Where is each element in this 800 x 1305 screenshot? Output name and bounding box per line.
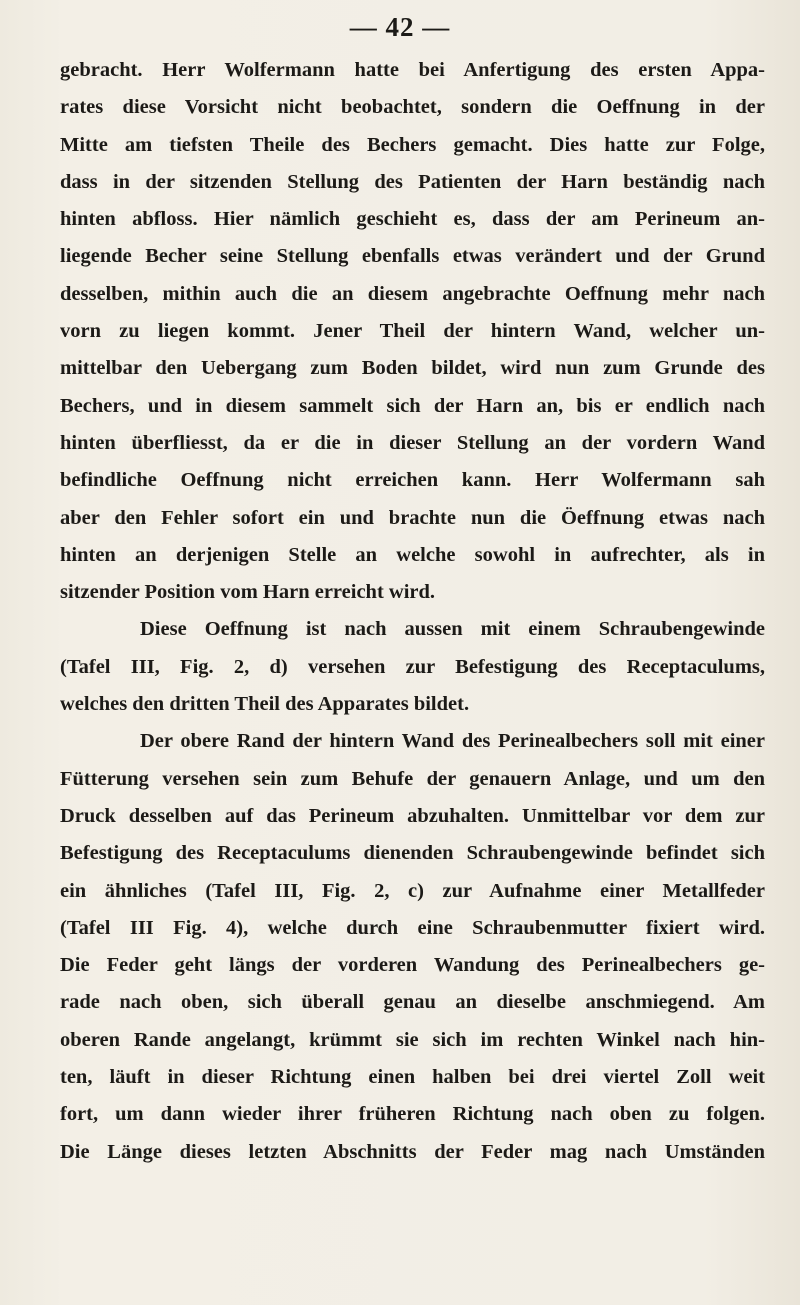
- body-text: [60, 52, 765, 1171]
- text-line: befindliche Oeffnung nicht erreichen kann. Herr Wolfermann sah: [60, 469, 765, 492]
- text-line: Die Länge dieses letzten Abschnitts der Feder mag nach Umständen: [60, 1140, 765, 1163]
- text-line: (Tafel III, Fig. 2, d) versehen zur Befestigung des Receptaculums,: [60, 655, 765, 678]
- text-line: rates diese Vorsicht nicht beobachtet, sondern die Oeffnung in der: [60, 96, 765, 119]
- text-line: Die Feder geht längs der vorderen Wandung des Perinealbechers ge-: [60, 954, 765, 977]
- text-line: liegende Becher seine Stellung ebenfalls etwas verändert und der Grund: [60, 245, 765, 268]
- text-line: Mitte am tiefsten Theile des Bechers gemacht. Dies hatte zur Folge,: [60, 133, 765, 156]
- text-line: sitzender Position vom Harn erreicht wird.: [60, 581, 436, 604]
- text-line: Bechers, und in diesem sammelt sich der Harn an, bis er endlich nach: [60, 394, 765, 417]
- page-number: — 42 —: [349, 12, 451, 42]
- text-line: mittelbar den Uebergang zum Boden bildet, wird nun zum Grunde des: [60, 357, 765, 380]
- text-line: ein ähnliches (Tafel III, Fig. 2, c) zur Aufnahme einer Metallfeder: [60, 879, 765, 902]
- text-line: aber den Fehler sofort ein und brachte nun die Öeffnung etwas nach: [60, 506, 765, 529]
- text-line: vorn zu liegen kommt. Jener Theil der hintern Wand, welcher un-: [60, 320, 765, 343]
- text-line: Der obere Rand der hintern Wand des Perinealbechers soll mit einer: [140, 730, 765, 753]
- text-line: Fütterung versehen sein zum Behufe der genauern Anlage, und um den: [60, 767, 765, 790]
- text-line: dass in der sitzenden Stellung des Patienten der Harn beständig nach: [60, 170, 765, 193]
- text-line: rade nach oben, sich überall genau an dieselbe anschmiegend. Am: [60, 991, 765, 1014]
- text-line: oberen Rande angelangt, krümmt sie sich im rechten Winkel nach hin-: [60, 1028, 765, 1051]
- text-line: hinten überfliesst, da er die in dieser Stellung an der vordern Wand: [60, 431, 765, 454]
- text-line: Befestigung des Receptaculums dienenden Schraubengewinde befindet sich: [60, 842, 765, 865]
- text-line: Diese Oeffnung ist nach aussen mit einem Schraubengewinde: [140, 618, 765, 641]
- text-line: (Tafel III Fig. 4), welche durch eine Schraubenmutter fixiert wird.: [60, 916, 765, 939]
- text-line: hinten an derjenigen Stelle an welche sowohl in aufrechter, als in: [60, 543, 765, 566]
- text-line: Druck desselben auf das Perineum abzuhalten. Unmittelbar vor dem zur: [60, 804, 765, 827]
- text-line: hinten abfloss. Hier nämlich geschieht es, dass der am Perineum an-: [60, 208, 765, 231]
- text-line: desselben, mithin auch die an diesem angebrachte Oeffnung mehr nach: [60, 282, 765, 305]
- text-line: gebracht. Herr Wolfermann hatte bei Anfertigung des ersten Appa-: [60, 59, 765, 81]
- text-line: fort, um dann wieder ihrer früheren Richtung nach oben zu folgen.: [60, 1103, 765, 1126]
- text-line: ten, läuft in dieser Richtung einen halben bei drei viertel Zoll weit: [60, 1066, 765, 1089]
- text-line: welches den dritten Theil des Apparates bildet.: [60, 693, 470, 716]
